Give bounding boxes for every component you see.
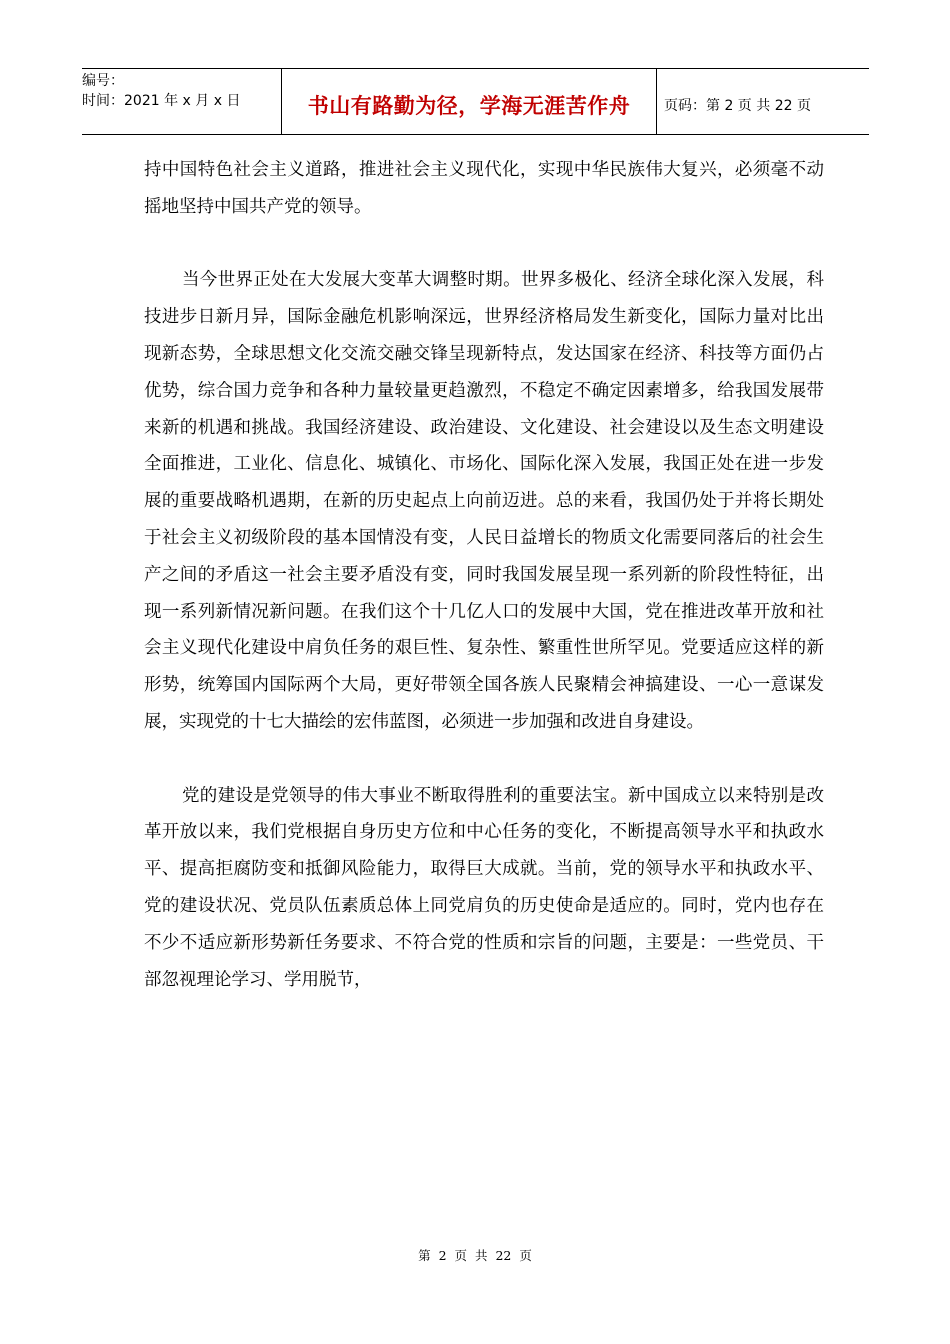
header-motto-cell: [282, 69, 657, 134]
document-body: [144, 152, 824, 998]
header-page-label: 页码：第 2 页 共 22 页: [664, 97, 811, 114]
motto-text: 书山有路勤为径，学海无涯苦作舟: [307, 93, 631, 118]
paragraph-continuation: 持中国特色社会主义道路，推进社会主义现代化，实现中华民族伟大复兴，必须毫不动摇地坚持中国共产党的领导。: [144, 160, 824, 217]
page-header: [82, 68, 869, 135]
header-page-cell: [657, 69, 869, 134]
serial-number-label: 编号：: [82, 73, 124, 89]
paragraph-party-building: 党的建设是党领导的伟大事业不断取得胜利的重要法宝。新中国成立以来特别是改革开放以来，我们党根据自身历史方位和中心任务的变化，不断提高领导水平和执政水平、提高拒腐防变和抵御风险能力，取得巨大成就。当前，党的领导水平和执政水平、党的建设状况、党员队伍素质总体上同党肩负的历史使命是适应的。同时，党内也存在不少不适应新形势新任务要求、不符合党的性质和宗旨的问题，主要是：一些党员、干部忽视理论学习、学用脱节，: [144, 785, 824, 990]
header-meta: [82, 69, 282, 134]
paragraph-world-situation: 当今世界正处在大发展大变革大调整时期。世界多极化、经济全球化深入发展，科技进步日新月异，国际金融危机影响深远，世界经济格局发生新变化，国际力量对比出现新态势，全球思想文化交流交融交锋呈现新特点，发达国家在经济、科技等方面仍占优势，综合国力竞争和各种力量较量更趋激烈，不稳定不确定因素增多，给我国发展带来新的机遇和挑战。我国经济建设、政治建设、文化建设、社会建设以及生态文明建设全面推进，工业化、信息化、城镇化、市场化、国际化深入发展，我国正处在进一步发展的重要战略机遇期，在新的历史起点上向前迈进。总的来看，我国仍处于并将长期处于社会主义初级阶段的基本国情没有变，人民日益增长的物质文化需要同落后的社会生产之间的矛盾这一社会主要矛盾没有变，同时我国发展呈现一系列新的阶段性特征，出现一系列新情况新问题。在我们这个十几亿人口的发展中大国，党在推进改革开放和社会主义现代化建设中肩负任务的艰巨性、复杂性、繁重性世所罕见。党要适应这样的新形势，统筹国内国际两个大局，更好带领全国各族人民聚精会神搞建设、一心一意谋发展，实现党的十七大描绘的宏伟蓝图，必须进一步加强和改进自身建设。: [144, 270, 824, 732]
page-footer: 第 2 页 共 22 页: [418, 1248, 532, 1263]
date-label: 时间：2021 年 x 月 x 日: [82, 93, 241, 109]
